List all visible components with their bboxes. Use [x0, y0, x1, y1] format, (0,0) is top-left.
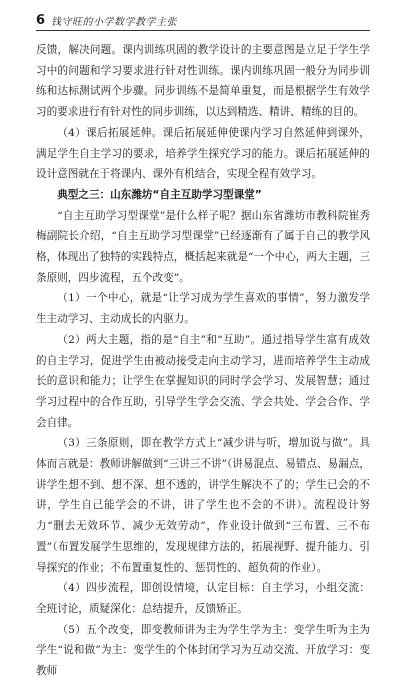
paragraph-point-5: （5）五个改变，即变教师讲为主为学生学为主：变学生听为主为学生“说和做”为主：变学生的个体封闭学习为互动交流、开放学习：变教师 — [36, 623, 370, 678]
page-number: 6 — [36, 12, 46, 28]
paragraph-point-3: （3）三条原则，即在教学方式上“减少讲与听，增加说与做”。具体而言就是：教师讲解做到“三讲三不讲”（讲易混点、易错点、易漏点，讲学生想不到、想不深、想不透的，讲学生解决不了的；学生已会的不讲，学生自己能学会的不讲，讲了学生也不会的不讲）。流程设计努力“删去无效环节、减少无效劳动”，作业设计做到“三布置、三不布置”（布置发展学生思维的，发现规律方法的，拓展视野、提升能力、引导探究的作业；不布置重复性的、惩罚性的、超负荷的作业）。 — [36, 437, 370, 574]
book-title: 钱守旺的小学数学教学主张 — [51, 16, 178, 28]
paragraph-point-2: （2）两大主题，指的是“自主”和“互助”。通过指导学生富有成效的自主学习，促进学生由被动接受走向主动学习，进而培养学生主动成长的意识和能力；让学生在掌握知识的同时学会学习、发展智慧；通过学习过程中的合作互助，引导学生学会交流、学会共处、学会合作、学会自律。 — [36, 333, 370, 429]
paragraph-point-4: （4）四步流程，即创设情境，认定目标：自主学习，小组交流：全班讨论，质疑深化：总结提升，反馈矫正。 — [36, 582, 370, 615]
paragraph-continuation: 反馈，解决问题。课内训练巩固的教学设计的主要意图是立足于学生学习中的问题和学习要求进行针对性训练。课内训练巩固一般分为同步训练和达标测试两个步骤。同步训练不是简单重复，而是根据学生有效学习的要求进行有针对性的同步训练，以达到精选、精讲、精练的目的。 — [36, 44, 370, 119]
section-heading: 典型之三：山东潍坊“自主互助学习型课堂” — [57, 188, 262, 201]
running-header — [36, 10, 370, 30]
paragraph-step-4: （4）课后拓展延伸。课后拓展延伸使课内学习自然延伸到课外，满足学生自主学习的要求，培养学生探究学习的能力。课后拓展延伸的设计意图就在于将课内、课外有机结合，实现全程有效学习。 — [36, 126, 370, 181]
header-rule — [36, 30, 370, 31]
paragraph-intro: “自主互助学习型课堂”是什么样子呢？据山东省潍坊市教科院崔秀梅副院长介绍，“自主互助学习型课堂”已经逐渐有了属于自己的教学风格，体现出了独特的实践特点，概括起来就是“一个中心，两大主题，三条原则，四步流程，五个改变”。 — [36, 209, 370, 284]
paragraph-point-1: （1）一个中心，就是“让学习成为学生喜欢的事情”，努力激发学生主动学习、主动成长的内驱力。 — [36, 292, 370, 326]
body-text — [36, 40, 370, 682]
